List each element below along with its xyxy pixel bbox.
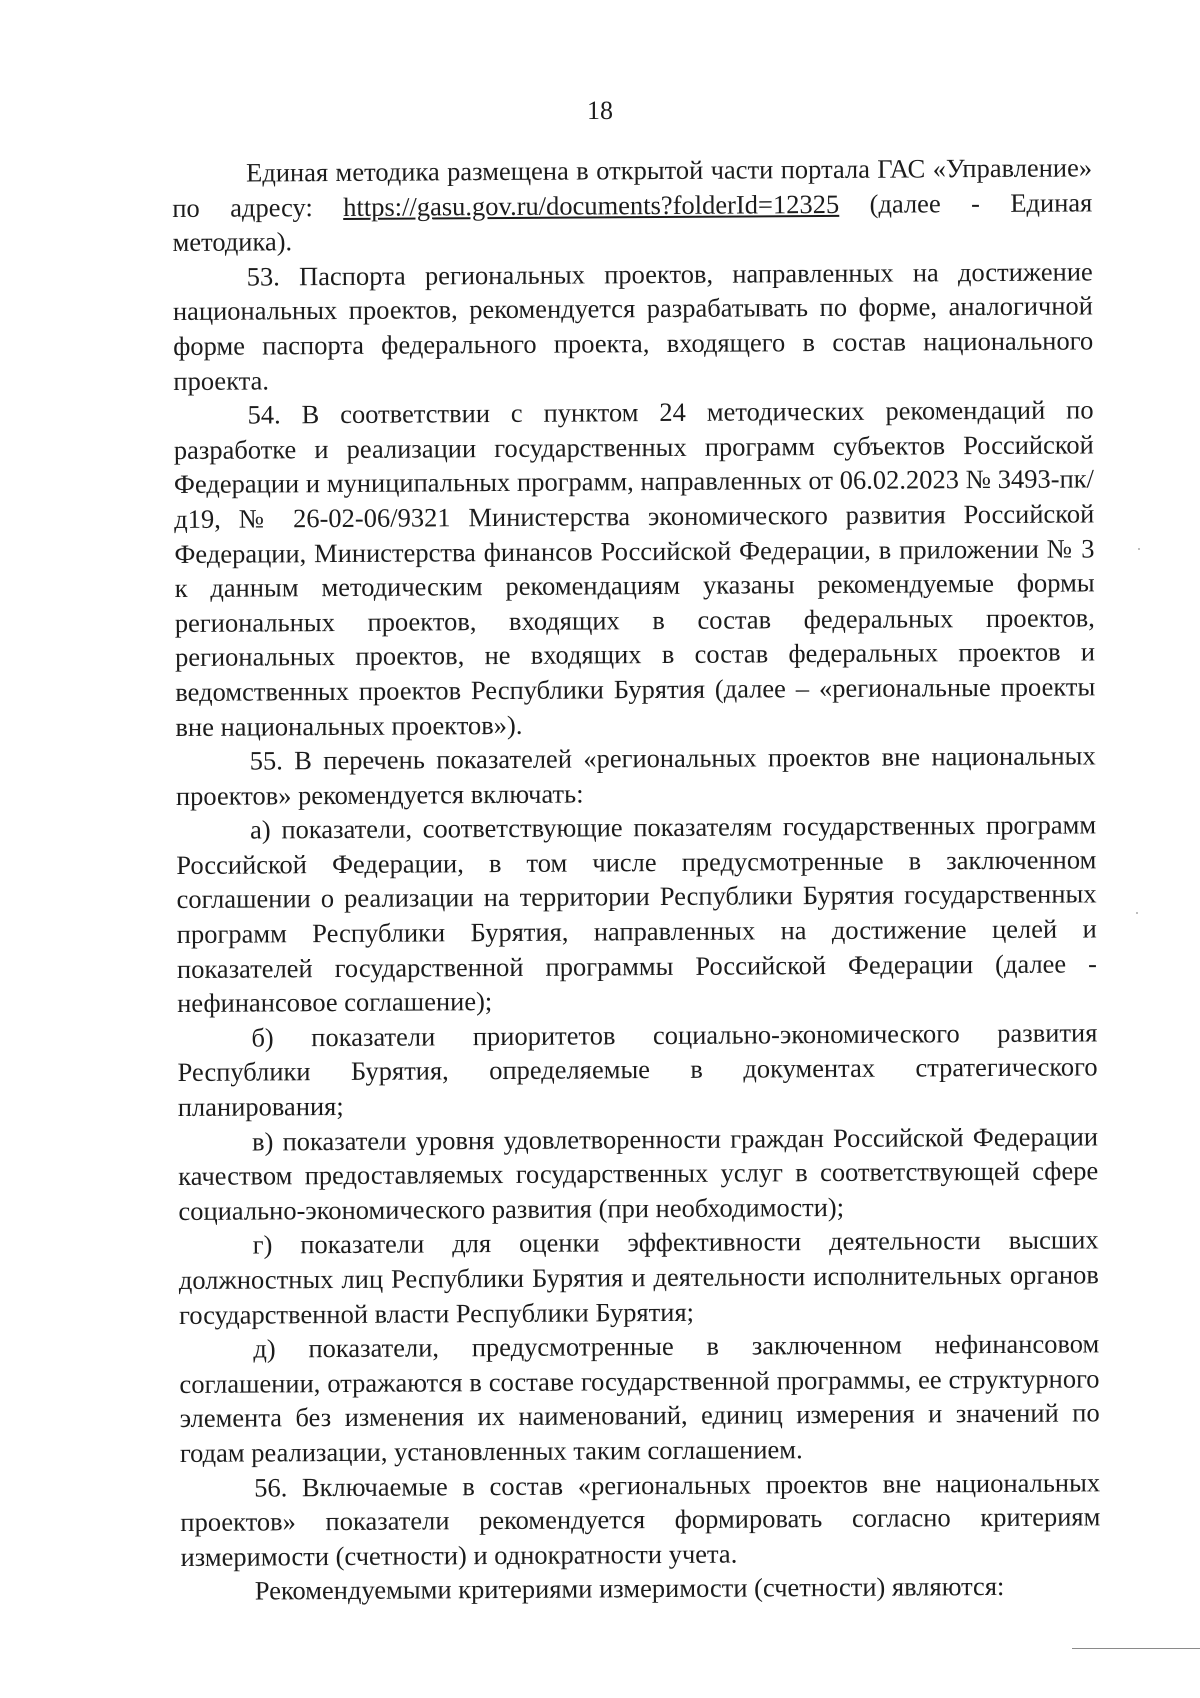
paragraph-text: Единая методика размещена в открытой части портала ГАС «Управление» по адресу: [172, 152, 1093, 223]
document-body [172, 150, 1101, 1609]
paragraph-55-item-d: г) показатели для оценки эффективности деятельности высших должностных лиц Республики Бурятия и деятельности исполнительных органов государственной власти Республики Бурятия; [178, 1224, 1099, 1330]
paragraph-text: (далее - Единая методика). [172, 186, 1093, 258]
gasu-documents-link[interactable]: https://gasu.gov.ru/documents?folderId=12325 [343, 188, 840, 222]
paragraph-56: 56. Включаемые в состав «региональных проектов вне национальных проектов» показатели рекомендуется формировать согласно критериям измеримости (счетности) и однократности учета. [180, 1466, 1101, 1572]
scan-edge-line [1072, 1648, 1200, 1649]
paragraph-53: 53. Паспорта региональных проектов, направленных на достижение национальных проектов, рекомендуется разрабатывать по форме, аналогичной форме паспорта федерального проекта, входящего в состав национального проекта. [172, 256, 1094, 396]
paragraph-criteria-intro: Рекомендуемыми критериями измеримости (счетности) являются: [254, 1571, 1005, 1606]
paragraph-54: 54. В соответствии с пунктом 24 методических рекомендаций по разработке и реализации государственных программ субъектов Российской Федерации и муниципальных программ, направленных от 06.02.2023 № 3493-пк/д19, № 26-02-06/9321 Министерства экономического развития Российской Федерации, Министерства финансов Российской Федерации, в приложении № 3 к данным методическим рекомендациям указаны рекомендуемые формы региональных проектов, входящих в состав федеральных проектов, региональных проектов, не входящих в состав федеральных проектов и ведомственных проектов Республики Бурятия (далее – «региональные проекты вне национальных проектов»). [173, 394, 1096, 742]
paragraph-55: 55. В перечень показателей «региональных проектов вне национальных проектов» рекомендуется включать: [175, 740, 1096, 811]
paragraph-unified-methodology [172, 150, 1093, 259]
paragraph-55-item-b: б) показатели приоритетов социально-экономического развития Республики Бурятия, определяемые в документах стратегического планирования; [177, 1017, 1098, 1123]
paragraph-55-item-e: д) показатели, предусмотренные в заключенном нефинансовом соглашении, отражаются в составе государственной программы, ее структурного элемента без изменения их наименований, единиц измерения и значений по годам реализации, установленных таким соглашением. [179, 1328, 1100, 1468]
paragraph-55-item-c: в) показатели уровня удовлетворенности граждан Российской Федерации качеством предоставляемых государственных услуг в соответствующей сфере социально-экономического развития (при необходимости); [178, 1120, 1099, 1226]
page-number: 18 [587, 96, 613, 125]
paragraph-55-item-a: а) показатели, соответствующие показателям государственных программ Российской Федерации, в том числе предусмотренные в заключенном соглашении о реализации на территории Республики Бурятия государственных программ Республики Бурятия, направленных на достижение целей и показателей государственной программы Российской Федерации (далее - нефинансовое соглашение); [176, 809, 1098, 1019]
scan-speck [1136, 912, 1138, 914]
scan-speck [1138, 548, 1140, 550]
